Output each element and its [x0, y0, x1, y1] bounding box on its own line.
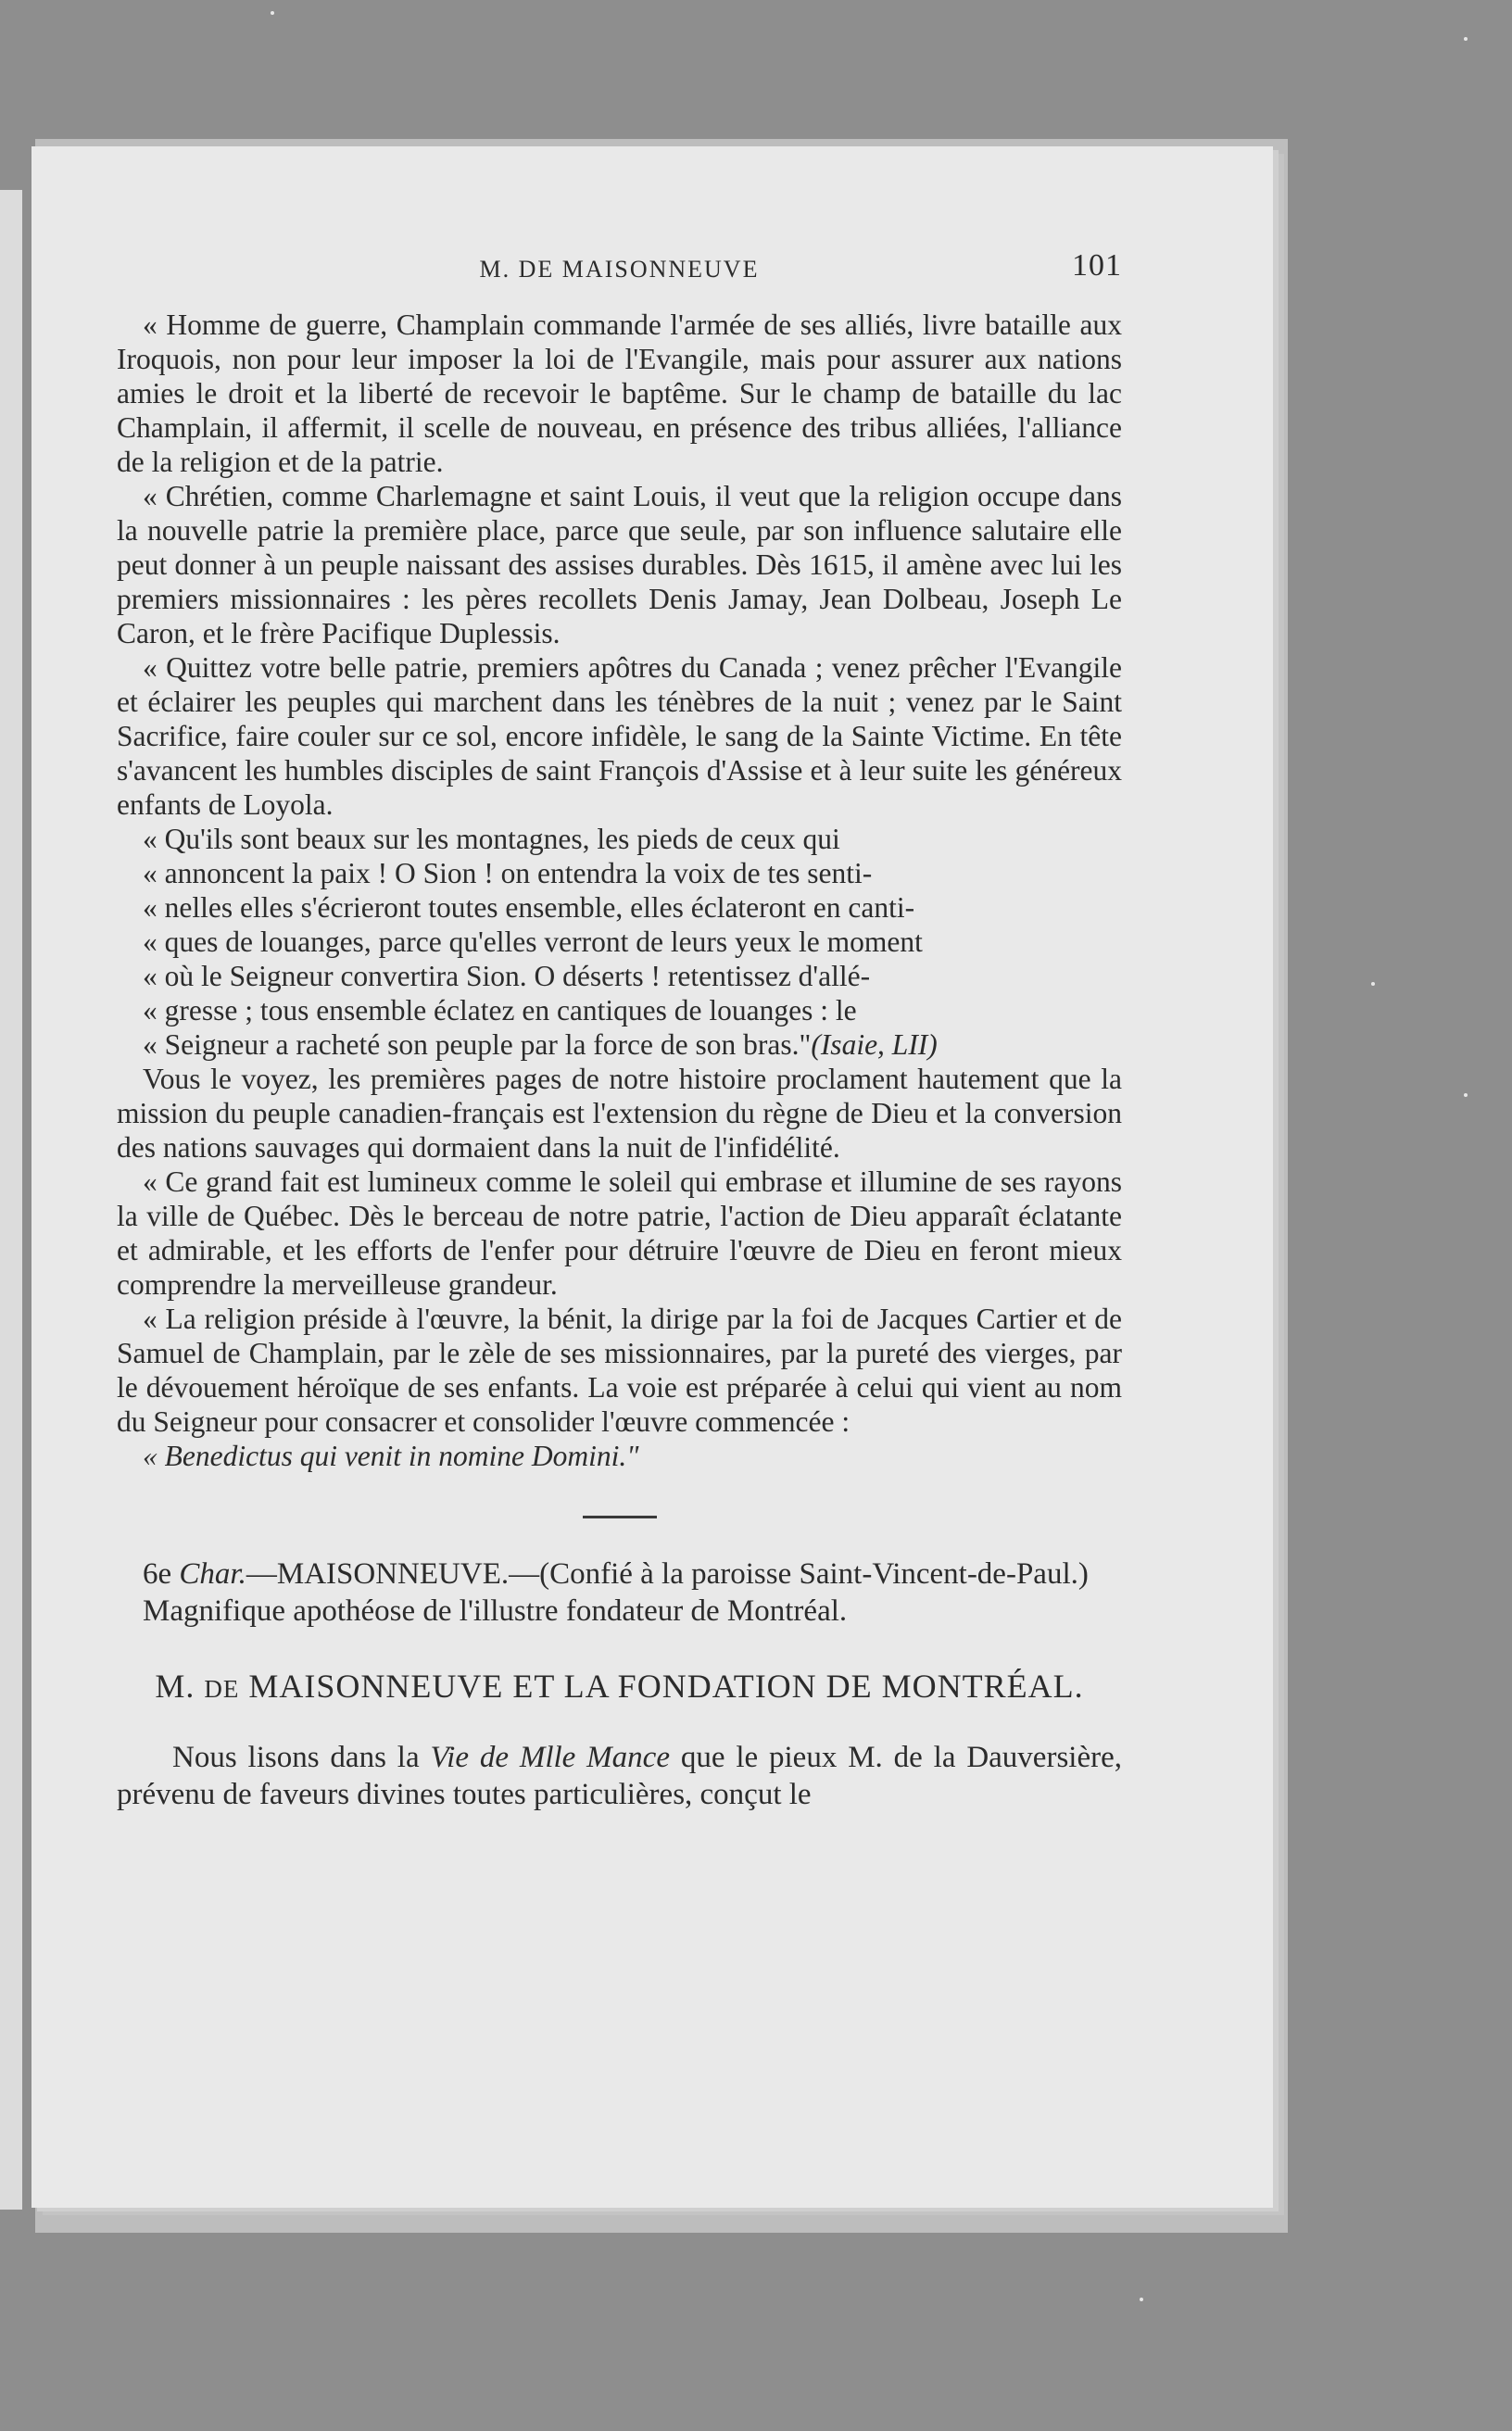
section-divider — [583, 1516, 657, 1518]
dust-speck — [1464, 37, 1468, 41]
dust-speck — [1464, 1093, 1468, 1097]
quote-line: « nelles elles s'écrieront toutes ensemble, elles éclateront en canti- — [143, 891, 915, 924]
char-section — [117, 1556, 1122, 1630]
char-confie: —(Confié à la paroisse Saint-Vincent-de-Paul.) — [509, 1557, 1089, 1591]
book-page — [32, 146, 1273, 2208]
body-text — [117, 308, 1122, 1473]
dust-speck — [1371, 982, 1375, 986]
adjacent-page-edge — [0, 190, 22, 2210]
section-heading — [117, 1667, 1122, 1706]
dust-speck — [271, 11, 274, 15]
quote-line: « Qu'ils sont beaux sur les montagnes, les pieds de ceux qui — [143, 823, 840, 855]
heading-de: DE — [204, 1675, 240, 1703]
quote-line: « gresse ; tous ensemble éclatez en cantiques de louanges : le — [143, 994, 857, 1027]
running-title: M. DE MAISONNEUVE — [479, 256, 760, 283]
benedictus-line: « Benedictus qui venit in nomine Domini." — [143, 1440, 639, 1472]
char-description: Magnifique apothéose de l'illustre fondateur de Montréal. — [143, 1594, 848, 1628]
char-label: Char. — [179, 1557, 246, 1591]
char-title-line — [117, 1556, 1122, 1593]
quote-line: « ques de louanges, parce qu'elles verront de leurs yeux le moment — [143, 926, 923, 958]
final-end: que le pieux M. de la Dauversière, prévenu de faveurs divines toutes particulières, conçut le — [117, 1741, 1122, 1811]
running-head — [117, 248, 1122, 295]
final-italic-title: Vie de Mlle Mance — [430, 1741, 670, 1774]
final-start: Nous lisons dans la — [172, 1741, 431, 1774]
char-number: 6e — [143, 1557, 172, 1591]
paragraph-missionaries: « Quittez votre belle patrie, premiers apôtres du Canada ; venez prêcher l'Evangile et éclairer les peuples qui marchent dans les ténèbres de la nuit ; venez par le Saint Sacrifice, faire couler sur ce sol, encore infidèle, le sang de la Sainte Victime. En tête s'avancent les humbles disciples de saint François d'Assise et à leur suite les généreux enfants de Loyola. — [117, 651, 1122, 821]
page-number: 101 — [1072, 248, 1122, 283]
paragraph-champlain-warrior: « Homme de guerre, Champlain commande l'armée de ses alliés, livre bataille aux Iroquois, non pour leur imposer la loi de l'Evangile, mais pour assurer aux nations amies le droit et la liberté de recevoir le baptême. Sur le champ de bataille du lac Champlain, il affermit, il scelle de nouveau, en présence des tribus alliées, l'alliance de la religion et de la patrie. — [117, 309, 1122, 478]
quote-citation: (Isaie, LII) — [811, 1028, 938, 1061]
paragraph-mission: Vous le voyez, les premières pages de notre histoire proclament hautement que la mission du peuple canadien-français est l'extension du règne de Dieu et la conversion des nations sauvages qui dormaient dans la nuit de l'infidélité. — [117, 1063, 1122, 1164]
final-paragraph — [117, 1739, 1122, 1813]
isaiah-quote — [117, 822, 1122, 1062]
paragraph-religion: « La religion préside à l'œuvre, la bénit, la dirige par la foi de Jacques Cartier et de Samuel de Champlain, par le zèle de ses missionnaires, par la pureté des vierges, par le dévouement héroïque de ses enfants. La voie est préparée à celui qui vient au nom du Seigneur pour consacrer et consolider l'œuvre commencée : — [117, 1303, 1122, 1438]
page-content — [117, 248, 1122, 1813]
dust-speck — [1140, 2298, 1143, 2301]
paragraph-quebec: « Ce grand fait est lumineux comme le soleil qui embrase et illumine de ses rayons la ville de Québec. Dès le berceau de notre patrie, l'action de Dieu apparaît éclatante et admirable, et les efforts de l'enfer pour détruire l'œuvre de Dieu en feront mieux comprendre la merveilleuse grandeur. — [117, 1165, 1122, 1301]
quote-line: « annoncent la paix ! O Sion ! on entendra la voix de tes senti- — [143, 857, 873, 889]
heading-prefix: M. — [155, 1668, 195, 1705]
quote-line: « où le Seigneur convertira Sion. O déserts ! retentissez d'allé- — [143, 960, 871, 992]
char-name: —MAISONNEUVE. — [246, 1557, 510, 1591]
quote-line-last — [117, 1027, 1122, 1062]
heading-rest: MAISONNEUVE ET LA FONDATION DE MONTRÉAL. — [248, 1668, 1084, 1705]
quote-line: « Seigneur a racheté son peuple par la force de son bras." — [143, 1028, 812, 1061]
paragraph-champlain-christian: « Chrétien, comme Charlemagne et saint Louis, il veut que la religion occupe dans la nouvelle patrie la première place, parce que seule, par son influence salutaire elle peut donner à un peuple naissant des assises durables. Dès 1615, il amène avec lui les premiers missionnaires : les pères recollets Denis Jamay, Jean Dolbeau, Joseph Le Caron, et le frère Pacifique Duplessis. — [117, 480, 1122, 649]
